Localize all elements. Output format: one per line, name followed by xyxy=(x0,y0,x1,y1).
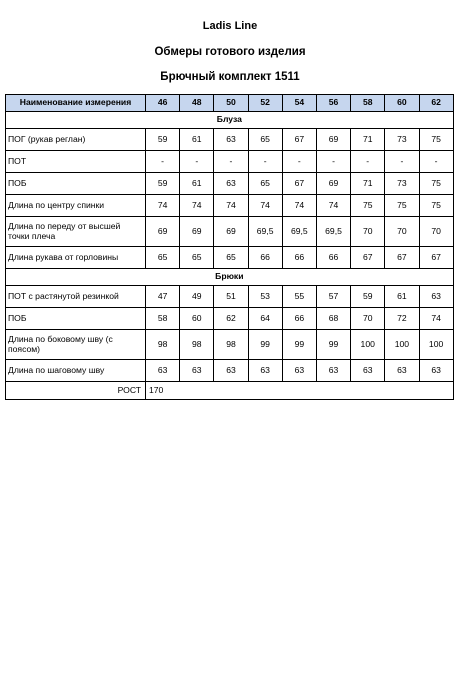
measurement-value: 66 xyxy=(248,247,282,269)
measurement-value: 63 xyxy=(419,286,453,308)
measurement-value: 61 xyxy=(180,129,214,151)
measurement-value: 67 xyxy=(385,247,419,269)
measurement-value: 69 xyxy=(146,217,180,247)
measurement-value: 100 xyxy=(419,330,453,360)
measurement-label: ПОГ (рукав реглан) xyxy=(6,129,146,151)
measurement-value: 61 xyxy=(180,173,214,195)
measurement-value: 60 xyxy=(180,308,214,330)
measurement-value: 53 xyxy=(248,286,282,308)
measurement-label: ПОТ с растянутой резинкой xyxy=(6,286,146,308)
table-row xyxy=(6,286,454,308)
measurement-value: - xyxy=(316,151,350,173)
measurement-value: 59 xyxy=(146,129,180,151)
measurement-value: - xyxy=(351,151,385,173)
measurement-value: 68 xyxy=(316,308,350,330)
measurement-value: 58 xyxy=(146,308,180,330)
column-header-size: 48 xyxy=(180,95,214,112)
measurement-label: ПОТ xyxy=(6,151,146,173)
measurement-value: 67 xyxy=(282,173,316,195)
measurement-value: 74 xyxy=(146,195,180,217)
measurement-label: ПОБ xyxy=(6,308,146,330)
measurement-value: 74 xyxy=(180,195,214,217)
height-row xyxy=(6,382,454,400)
measurement-value: 63 xyxy=(282,360,316,382)
measurement-value: 62 xyxy=(214,308,248,330)
measurement-value: 75 xyxy=(351,195,385,217)
measurement-value: 69 xyxy=(214,217,248,247)
measurement-value: 70 xyxy=(351,308,385,330)
column-header-size: 62 xyxy=(419,95,453,112)
table-row xyxy=(6,217,454,247)
product-name: Брючный комплект 1511 xyxy=(160,71,300,83)
measurement-value: 66 xyxy=(282,308,316,330)
measurement-value: 100 xyxy=(351,330,385,360)
measurements-table xyxy=(5,94,454,400)
measurement-value: - xyxy=(146,151,180,173)
measurement-value: 99 xyxy=(282,330,316,360)
measurement-label: ПОБ xyxy=(6,173,146,195)
measurement-value: 63 xyxy=(214,173,248,195)
measurement-value: - xyxy=(214,151,248,173)
column-header-size: 58 xyxy=(351,95,385,112)
measurement-value: 51 xyxy=(214,286,248,308)
table-row xyxy=(6,173,454,195)
measurement-value: 74 xyxy=(214,195,248,217)
measurement-value: 73 xyxy=(385,129,419,151)
measurement-value: 65 xyxy=(146,247,180,269)
measurement-value: 69 xyxy=(316,173,350,195)
measurement-value: 63 xyxy=(180,360,214,382)
measurement-value: - xyxy=(248,151,282,173)
table-row xyxy=(6,247,454,269)
column-header-size: 52 xyxy=(248,95,282,112)
table-row xyxy=(6,151,454,173)
measurement-value: 75 xyxy=(385,195,419,217)
measurement-value: 65 xyxy=(248,173,282,195)
table-row xyxy=(6,360,454,382)
column-header-size: 50 xyxy=(214,95,248,112)
measurement-label: Длина рукава от горловины xyxy=(6,247,146,269)
measurement-value: 55 xyxy=(282,286,316,308)
measurement-value: 67 xyxy=(282,129,316,151)
measurement-value: 98 xyxy=(180,330,214,360)
measurement-value: 47 xyxy=(146,286,180,308)
measurement-value: 63 xyxy=(214,129,248,151)
measurement-value: 63 xyxy=(351,360,385,382)
measurement-value: 74 xyxy=(248,195,282,217)
measurement-value: 63 xyxy=(146,360,180,382)
measurement-value: 49 xyxy=(180,286,214,308)
table-row xyxy=(6,330,454,360)
column-header-size: 60 xyxy=(385,95,419,112)
section-row xyxy=(6,269,454,286)
measurement-value: - xyxy=(180,151,214,173)
measurement-value: 69,5 xyxy=(282,217,316,247)
section-title: Брюки xyxy=(6,269,454,286)
measurement-value: 67 xyxy=(419,247,453,269)
table-body xyxy=(6,112,454,400)
measurement-value: - xyxy=(385,151,419,173)
measurement-value: 63 xyxy=(385,360,419,382)
measurement-value: 98 xyxy=(146,330,180,360)
measurement-value: 98 xyxy=(214,330,248,360)
measurement-label: Длина по центру спинки xyxy=(6,195,146,217)
measurement-value: 75 xyxy=(419,195,453,217)
measurement-value: - xyxy=(419,151,453,173)
measurement-value: 75 xyxy=(419,173,453,195)
measurement-value: 65 xyxy=(248,129,282,151)
measurement-label: Длина по боковому шву (с поясом) xyxy=(6,330,146,360)
measurement-value: 69 xyxy=(180,217,214,247)
measurement-value: 71 xyxy=(351,173,385,195)
height-label: РОСТ xyxy=(6,382,146,400)
measurement-value: 65 xyxy=(214,247,248,269)
height-value: 170 xyxy=(146,382,454,400)
column-header-size: 54 xyxy=(282,95,316,112)
measurement-value: 63 xyxy=(316,360,350,382)
section-row xyxy=(6,112,454,129)
column-header-size: 46 xyxy=(146,95,180,112)
column-header-measurement: Наименование измерения xyxy=(6,95,146,112)
measurement-value: 66 xyxy=(282,247,316,269)
measurement-value: 75 xyxy=(419,129,453,151)
measurement-value: 73 xyxy=(385,173,419,195)
table-row xyxy=(6,195,454,217)
measurement-value: 64 xyxy=(248,308,282,330)
table-row xyxy=(6,129,454,151)
brand-name: Ladis Line xyxy=(202,20,258,32)
measurement-value: 67 xyxy=(351,247,385,269)
measurement-value: 71 xyxy=(351,129,385,151)
measurement-value: 59 xyxy=(351,286,385,308)
table-header-row xyxy=(6,95,454,112)
measurement-value: 70 xyxy=(385,217,419,247)
measurement-value: 74 xyxy=(316,195,350,217)
table-header xyxy=(6,95,454,112)
measurement-value: 57 xyxy=(316,286,350,308)
measurement-label: Длина по переду от высшей точки плеча xyxy=(6,217,146,247)
column-header-size: 56 xyxy=(316,95,350,112)
measurement-value: 63 xyxy=(419,360,453,382)
measurement-value: 99 xyxy=(316,330,350,360)
measurement-value: 61 xyxy=(385,286,419,308)
measurement-value: 99 xyxy=(248,330,282,360)
measurement-value: 69,5 xyxy=(316,217,350,247)
measurement-label: Длина по шаговому шву xyxy=(6,360,146,382)
measurement-value: 70 xyxy=(419,217,453,247)
measurement-value: 100 xyxy=(385,330,419,360)
measurement-value: 59 xyxy=(146,173,180,195)
measurement-value: 74 xyxy=(419,308,453,330)
table-row xyxy=(6,308,454,330)
measurement-value: 63 xyxy=(248,360,282,382)
section-title: Блуза xyxy=(6,112,454,129)
measurement-value: 72 xyxy=(385,308,419,330)
measurement-value: - xyxy=(282,151,316,173)
measurement-value: 66 xyxy=(316,247,350,269)
document-title: Обмеры готового изделия xyxy=(154,46,306,58)
measurement-value: 63 xyxy=(214,360,248,382)
measurement-value: 65 xyxy=(180,247,214,269)
measurement-value: 70 xyxy=(351,217,385,247)
measurement-value: 74 xyxy=(282,195,316,217)
measurement-value: 69,5 xyxy=(248,217,282,247)
measurement-value: 69 xyxy=(316,129,350,151)
